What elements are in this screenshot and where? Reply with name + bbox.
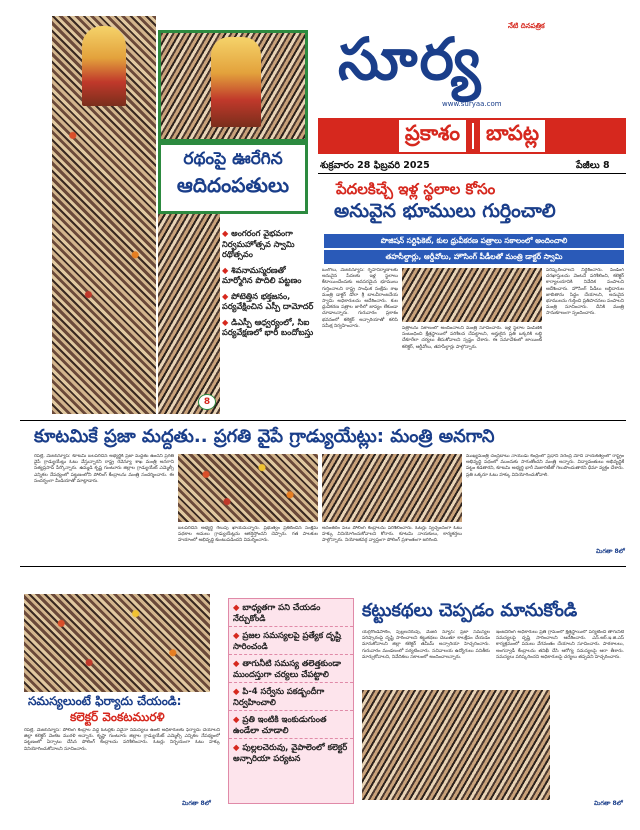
issue-date: శుక్రవారం 28 ఫిబ్రవరి 2025: [320, 160, 430, 171]
story1-headline-line1: రథంపై ఊరేగిన: [183, 149, 283, 169]
story1-bullet-3: ◆ పోటెత్తిన భక్తజనం, పర్యవేక్షించిన ఎస్పీ దామోదర్: [222, 291, 318, 312]
story5-bullet-3: ◆ తాగునీటి సమస్య తలెత్తకుండా ముందస్తుగా చర్యలు చేపట్టాలి: [229, 655, 353, 683]
collector-inspection-photo: [24, 594, 210, 692]
story1-bullets: [222, 228, 318, 343]
masthead-tagline: నేటి దినపత్రిక: [508, 22, 545, 30]
story2-headline: అనువైన భూములు గుర్తించాలి: [334, 200, 556, 222]
masthead-logo: [318, 22, 626, 114]
story3-continued: మిగతా 8లో: [596, 548, 625, 555]
story2-col3: పరిష్కరించాలని నిర్దేశించారు. పెండింగ్ దరఖాస్తులను వెంటనే పరిశీలించి, కలెక్టర్ కార్యాలయానికి నివేదిక పంపాలని ఆదేశించారు. హౌసింగ్ పీడీలు లబ్ధిదారుల జాబితాను సిద్ధం చేయాలని, అనువైన భూములను గుర్తించి ప్రతిపాదనలు పంపాలని మంత్రి సూచించారు. దీనికి మంత్రి సానుకూలంగా స్పందించారు.: [546, 268, 624, 317]
story3-headline: కూటమికే ప్రజా మద్దతు.. ప్రగతి వైపే గ్రాడ్యుయేట్లు: మంత్రి అనగాని: [34, 426, 495, 447]
couple-chariot-photo: [158, 30, 308, 142]
story4-headline-line2: కలెక్టర్ వెంకటమురళి: [70, 710, 165, 724]
edition-left: ప్రకాశం: [399, 120, 466, 152]
story4-continued: మిగతా 8లో: [182, 800, 211, 807]
minister-media-photo: [322, 454, 462, 522]
story4-headline-line1: సమస్యలుంటే ఫిర్యాదు చేయండి:: [28, 694, 182, 708]
story5-headline: కట్టుకథలు చెప్పడం మానుకోండి: [362, 600, 578, 621]
story1-bullet-4: ◆ డిఎస్పీ ఆధ్వర్యంలో, సిఐ పర్యవేక్షణలో భారీ బందోబస్తు: [222, 317, 318, 338]
story3-col2: బలపరిచిన అభ్యర్థి గెలుపు ఖాయమన్నారు. ప్రభుత్వం ప్రకటించిన సంక్షేమ పథకాల అమలు గ్రాడ్యుయేట్లను ఆకర్షిస్తోందని చెప్పారు. గత పాలకుల హయాంలో అభివృద్ధి కుంటుపడిందని విమర్శించారు.: [178, 526, 318, 544]
story5-bullet-2: ◆ ప్రజల సమస్యలపై ప్రత్యేక దృష్టి సారించండి: [229, 627, 353, 655]
minister-meeting-photo: [402, 268, 542, 322]
story5-continued: మిగతా 8లో: [594, 800, 623, 807]
procession-photo: [158, 214, 220, 414]
story2-col1: ఒంగోలు, మేజర్‌న్యూస్‌: గృహనిర్మాణాలకు అనువైన పేదలకు ఇళ్ల స్థలాలు కేటాయించేందుకు అవసరమైన భూములు గుర్తించాలని రాష్ట్ర సాంఘిక సంక్షేమ శాఖ మంత్రి డాక్టర్ డోలా శ్రీ బాలవీరాంజనేయ స్వామి అధికారులను ఆదేశించారు. కుల ధ్రువీకరణ పత్రాల జారీలో జాప్యం లేకుండా చూడాలన్నారు. గురువారం ప్రకాశం భవనంలో కలెక్టర్ అన్సారియాతో కలిసి సమీక్ష నిర్వహించారు.: [322, 268, 398, 329]
story2-sub2: తహసీల్దార్లు, ఆర్డీవోలు, హౌసింగ్ పీడీలతో మంత్రి డాక్టర్ స్వామి: [324, 250, 624, 264]
section-rule-1: [20, 420, 626, 421]
story3-col4: ముఖ్యమంత్రి చంద్రబాబు నాయుడు కేంద్రంలో ప్రధాని నరేంద్ర మోదీ నాయకత్వంలో రాష్ట్రం అభివృద్ధి పథంలో ముందుకు సాగుతోందని మంత్రి అన్నారు. విద్యావంతులు అభివృద్ధికే పట్టం కడతారని, కూటమి అభ్యర్థి భారీ మెజారిటీతో గెలుపొందుతారని ధీమా వ్యక్తం చేశారు. ప్రతి ఒక్కరూ ఓటు హక్కు వినియోగించుకోవాలి.: [466, 454, 624, 478]
story5-col1: యర్రగొండపాలెం, పుల్లలచెరువు, మేజర్ న్యూస్: ప్రజా సమస్యల పరిష్కారంపై దృష్టి సారించాలని కట్టుకథలు చెబుతూ కాలక్షేపం చేయడం మానుకోవాలని జిల్లా కలెక్టర్ తమీమ్ అన్సారియా హెచ్చరించారు. గురువారం మండలంలో పర్యటించారు. సచివాలయ ఉద్యోగులు పనితీరు మార్చుకోవాలని, నివేదికలు సకాలంలో అందించాలన్నారు.: [362, 630, 490, 660]
story1-bullet-2: ◆ శివనామస్మరణతో మార్మోగిన పొదిలి పట్టణం: [222, 265, 318, 286]
edition-right: బాపట్ల: [480, 120, 545, 152]
edition-divider: [472, 123, 474, 149]
story2-col2: పత్రాలను సకాలంలో అందించాలని మంత్రి సూచించారు. ఇళ్ల స్థలాల పంపిణీకి సంబంధించి క్షేత్రస్థాయిలో పరిశీలన చేపట్టాలని, అర్హులైన ప్రతి ఒక్కరికి లబ్ధి చేకూరేలా చర్యలు తీసుకోవాలని స్పష్టం చేశారు. ఈ సమావేశంలో జాయింట్ కలెక్టర్, ఆర్డీవోలు, తహసీల్దార్లు పాల్గొన్నారు.: [402, 326, 542, 350]
edition-bar: [318, 118, 626, 154]
story5-bullet-4: ◆ పి-4 సర్వేను పకడ్బందీగా నిర్వహించాలి: [229, 683, 353, 711]
section-rule-2: [20, 566, 626, 567]
story5-col2: ఇంజనీరింగ్ అధికారులు ప్రతి గ్రామంలో క్షేత్రస్థాయిలో పర్యటించి తాగునీటి సమస్యలపై దృష్టి సారించాలని ఆదేశించారు. ఎన్.ఆర్.ఇ.జి.ఎస్ కార్యక్రమంలో పనులు వేగవంతం చేయాలని సూచించారు. పాఠశాలలు, అంగన్వాడీ కేంద్రాలను తనిఖీ చేసి ఆరోగ్య సమస్యలపై ఆరా తీశారు. సమస్యలు పరిష్కరించని అధికారులపై చర్యలు తప్పవని హెచ్చరించారు.: [496, 630, 624, 660]
story5-bullet-6: ◆ పుల్లలచెరువు, వైపాలెంలో కలెక్టర్ అన్సారియా పర్యటన: [229, 739, 353, 766]
page-ref-badge-text: 8: [203, 397, 211, 407]
story1-headline: [158, 142, 308, 214]
story3-col1: రేపల్లె, మేజర్‌న్యూస్‌: కూటమి బలపరిచిన అభ్యర్థికి ప్రజా మద్దతు ఉందని ప్రగతి వైపే గ్రాడ్యుయేట్లు ఓటు వేస్తున్నారని రాష్ట్ర రెవెన్యూ శాఖ మంత్రి అనగాని సత్యప్రసాద్ పేర్కొన్నారు. ఉమ్మడి కృష్ణ గుంటూరు జిల్లాల గ్రాడ్యుయేట్ ఎమ్మెల్సీ ఎన్నికల నేపథ్యంలో పట్టణంలోని పోలింగ్ కేంద్రాలను మంత్రి సందర్శించారు. ఈ సందర్భంగా మీడియాతో మాట్లాడారు.: [34, 454, 174, 484]
story3-col3: అనంతరం పలు పోలింగ్ కేంద్రాలను పరిశీలించారు. ఓటర్లు స్వచ్ఛందంగా ఓటు హక్కు వినియోగించుకోవాలని కోరారు. కూటమి నాయకులు, కార్యకర్తలు పాల్గొన్నారు. నియోజకవర్గ వ్యాప్తంగా పోలింగ్ ప్రశాంతంగా జరిగింది.: [322, 526, 462, 544]
chariot-photo-top: [82, 26, 126, 106]
story2-sub1: పొజిషన్ సర్టిఫికెట్, కుల ధ్రువీకరణ పత్రాలు సకాలంలో అందించాలి: [324, 234, 624, 248]
page-ref-badge: [198, 394, 216, 410]
masthead-rule: [318, 173, 626, 174]
masthead-url: www.suryaa.com: [442, 100, 502, 108]
story1-headline-line2: ఆదిదంపతులు: [176, 173, 290, 197]
story4-body: రేపల్లె, మేజర్‌న్యూస్‌: పోలింగ్ కేంద్రాల వద్ద ఓటర్లకు ఏవైనా సమస్యలు ఉంటే అధికారులకు ఫిర్యాదు చేయాలని జిల్లా కలెక్టర్ వెంకట మురళి అన్నారు. కృష్ణా గుంటూరు జిల్లాల గ్రాడ్యుయేట్ ఎమ్మెల్సీ ఎన్నికల నేపథ్యంలో పట్టణంలో ఏర్పాటు చేసిన పోలింగ్ కేంద్రాలను పరిశీలించారు. ఓటర్లు నిర్భయంగా ఓటు హక్కు వినియోగించుకోవాలని సూచించారు.: [24, 728, 220, 752]
story2-kicker: పేదలకిచ్చే ఇళ్ల స్థలాల కోసం: [336, 180, 496, 198]
story5-bullet-5: ◆ ప్రతి ఇంటికి ఇంకుడుగుంత ఉండేలా చూడాలి: [229, 711, 353, 739]
story5-bullet-1: ◆ బాధ్యతగా పని చేయడం నేర్చుకోండి: [229, 599, 353, 627]
minister-polling-photo: [178, 454, 318, 522]
page-count: పేజీలు 8: [576, 160, 610, 171]
chariot-crowd-photo: [52, 16, 156, 414]
story5-bullets: [228, 598, 354, 804]
masthead-logo-text: సూర్య: [338, 25, 483, 93]
chariot-inset: [211, 37, 261, 127]
story1-bullet-1: ◆ అంగరంగ వైభవంగా నిర్వమహోత్సవ స్వామి రథోత్సవం: [222, 228, 318, 260]
